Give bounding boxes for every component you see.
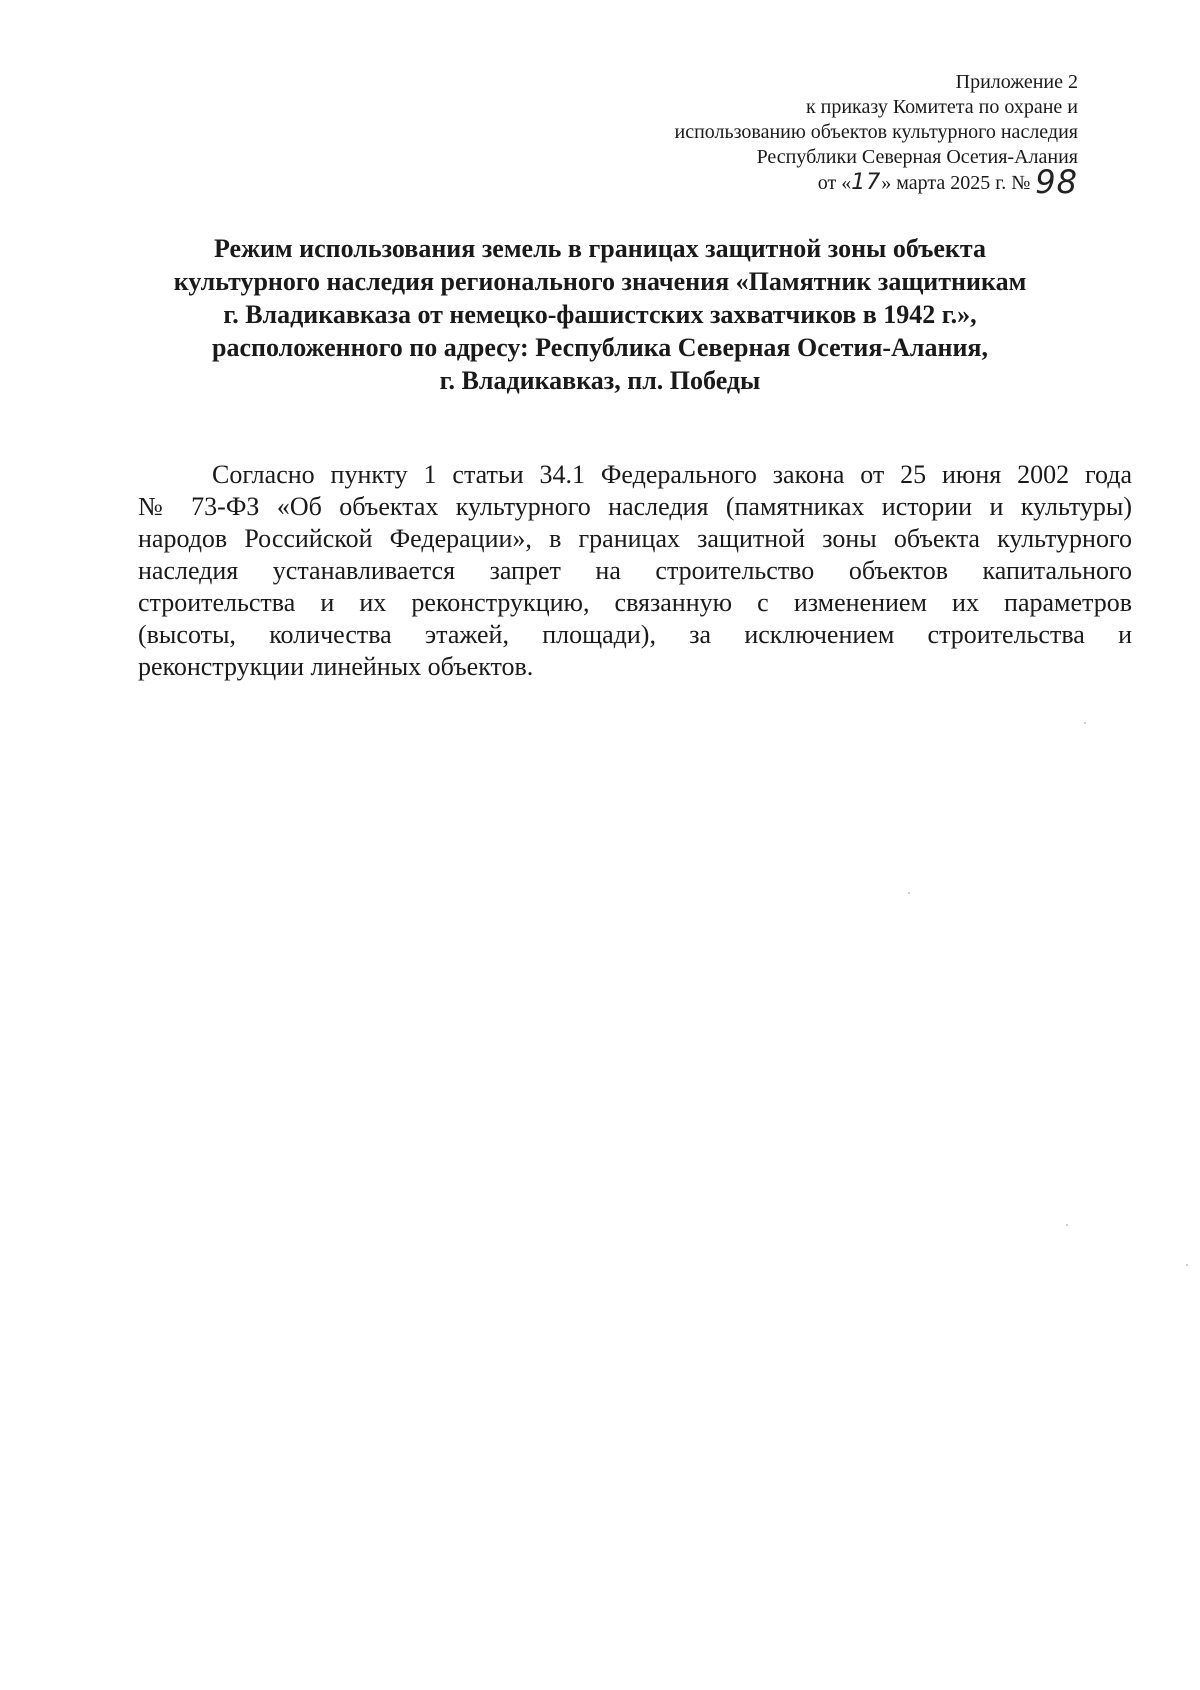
date-month-year: » марта 2025 г. № bbox=[881, 172, 1031, 194]
appendix-date-line bbox=[458, 163, 1078, 201]
title-line: расположенного по адресу: Республика Северная Осетия-Алания, bbox=[211, 333, 988, 362]
title-line: Режим использования земель в границах защитной зоны объекта bbox=[214, 234, 986, 263]
appendix-committee: использованию объектов культурного наследия bbox=[674, 121, 1078, 143]
scan-speck bbox=[1066, 1224, 1068, 1226]
paragraph-line: (высоты, количества этажей, площади), за исключением строительства и bbox=[138, 620, 1132, 649]
paragraph-line: народов Российской Федерации», в границах защитной зоны объекта культурного bbox=[138, 524, 1132, 553]
paragraph-line: № 73-ФЗ «Об объектах культурного наследия (памятниках истории и культуры) bbox=[138, 492, 1132, 521]
handwritten-order-number: 98 bbox=[1035, 163, 1078, 201]
scan-speck bbox=[908, 892, 910, 894]
paragraph-line: реконструкции линейных объектов. bbox=[138, 652, 534, 681]
document-title bbox=[130, 232, 1070, 397]
body-paragraph bbox=[138, 459, 1132, 683]
paragraph-line: строительства и их реконструкцию, связанную с изменением их параметров bbox=[138, 588, 1132, 617]
appendix-title: Приложение 2 bbox=[955, 71, 1078, 93]
appendix-order-ref: к приказу Комитета по охране и bbox=[805, 96, 1078, 118]
title-line: г. Владикавказа от немецко-фашистских захватчиков в 1942 г.», bbox=[223, 300, 977, 329]
scan-speck bbox=[1084, 722, 1086, 724]
date-prefix: от « bbox=[817, 172, 852, 194]
appendix-header bbox=[458, 70, 1078, 201]
scan-speck bbox=[1186, 1264, 1188, 1266]
paragraph-line: Согласно пункту 1 статьи 34.1 Федерального закона от 25 июня 2002 года bbox=[212, 460, 1132, 489]
title-line: г. Владикавказ, пл. Победы bbox=[439, 366, 761, 395]
appendix-republic: Республики Северная Осетия-Алания bbox=[756, 146, 1078, 168]
title-line: культурного наследия регионального значения «Памятник защитникам bbox=[173, 267, 1027, 296]
handwritten-day: 17 bbox=[851, 170, 882, 195]
paragraph-line: наследия устанавливается запрет на строительство объектов капитального bbox=[138, 556, 1132, 585]
